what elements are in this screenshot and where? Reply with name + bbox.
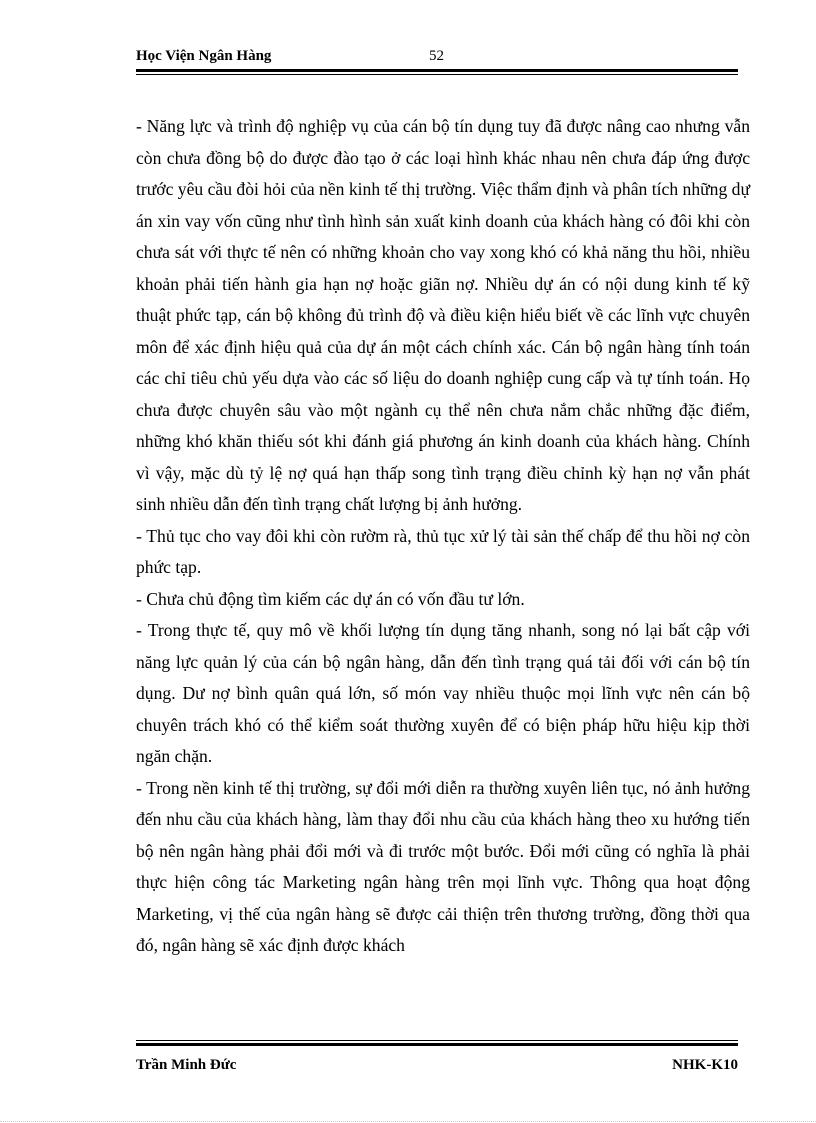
- footer-double-rule: [136, 1040, 738, 1046]
- header-institution: Học Viện Ngân Hàng: [136, 48, 272, 64]
- body-text: [136, 111, 750, 962]
- header-rule-thick: [136, 69, 738, 72]
- paragraph: - Chưa chủ động tìm kiếm các dự án có vốn đầu tư lớn.: [136, 588, 525, 609]
- header-rule-thin: [136, 74, 738, 75]
- footer-code: NHK-K10: [672, 1057, 738, 1073]
- header-double-rule: [136, 69, 738, 75]
- paragraph: - Trong thực tế, quy mô về khối lượng tín dụng tăng nhanh, song nó lại bất cập với năng lực quản lý của cán bộ ngân hàng, dẫn đến tình trạng quá tải đối với cán bộ tín dụng. Dư nợ bình quân quá lớn, số món vay nhiều thuộc mọi lĩnh vực nên cán bộ chuyên trách khó có thể kiểm soát thường xuyên để có biện pháp hữu hiệu kịp thời ngăn chặn.: [136, 620, 750, 766]
- footer-rule-thick: [136, 1043, 738, 1046]
- footer-author: Trần Minh Đức: [136, 1057, 237, 1073]
- paragraph: - Thủ tục cho vay đôi khi còn rườm rà, thủ tục xử lý tài sản thế chấp để thu hồi nợ còn phức tạp.: [136, 525, 750, 577]
- footer-rule-thin: [136, 1040, 738, 1041]
- paragraph: - Năng lực và trình độ nghiệp vụ của cán bộ tín dụng tuy đã được nâng cao nhưng vẫn còn chưa đồng bộ do được đào tạo ở các loại hình khác nhau nên chưa đáp ứng được trước yêu cầu đòi hỏi của nền kinh tế thị trường. Việc thẩm định và phân tích những dự án xin vay vốn cũng như tình hình sản xuất kinh doanh của khách hàng có đôi khi còn chưa sát với thực tế nên có những khoản cho vay xong khó có khả năng thu hồi, nhiều khoản phải tiến hành gia hạn nợ hoặc giãn nợ. Nhiều dự án có nội dung kinh tế kỹ thuật phức tạp, cán bộ không đủ trình độ và điều kiện hiểu biết về các lĩnh vực chuyên môn để xác định hiệu quả của dự án một cách chính xác. Cán bộ ngân hàng tính toán các chỉ tiêu chủ yếu dựa vào các số liệu do doanh nghiệp cung cấp và tự tính toán. Họ chưa được chuyên sâu vào một ngành cụ thể nên chưa nắm chắc những đặc điểm, những khó khăn thiếu sót khi đánh giá phương án kinh doanh của khách hàng. Chính vì vậy, mặc dù tỷ lệ nợ quá hạn thấp song tình trạng điều chỉnh kỳ hạn nợ vẫn phát sinh nhiều dẫn đến tình trạng chất lượng bị ảnh hưởng.: [136, 116, 750, 514]
- page-footer: [136, 1057, 738, 1077]
- paragraph: - Trong nền kinh tế thị trường, sự đổi mới diễn ra thường xuyên liên tục, nó ảnh hưởng đến nhu cầu của khách hàng, làm thay đổi nhu cầu của khách hàng theo xu hướng tiến bộ nên ngân hàng phải đổi mới và đi trước một bước. Đổi mới cũng có nghĩa là phải thực hiện công tác Marketing ngân hàng trên mọi lĩnh vực. Thông qua hoạt động Marketing, vị thế của ngân hàng sẽ được cải thiện trên thương trường, đồng thời qua đó, ngân hàng sẽ xác định được khách: [136, 777, 750, 955]
- page-number: 52: [429, 48, 444, 64]
- page-header: [136, 48, 738, 68]
